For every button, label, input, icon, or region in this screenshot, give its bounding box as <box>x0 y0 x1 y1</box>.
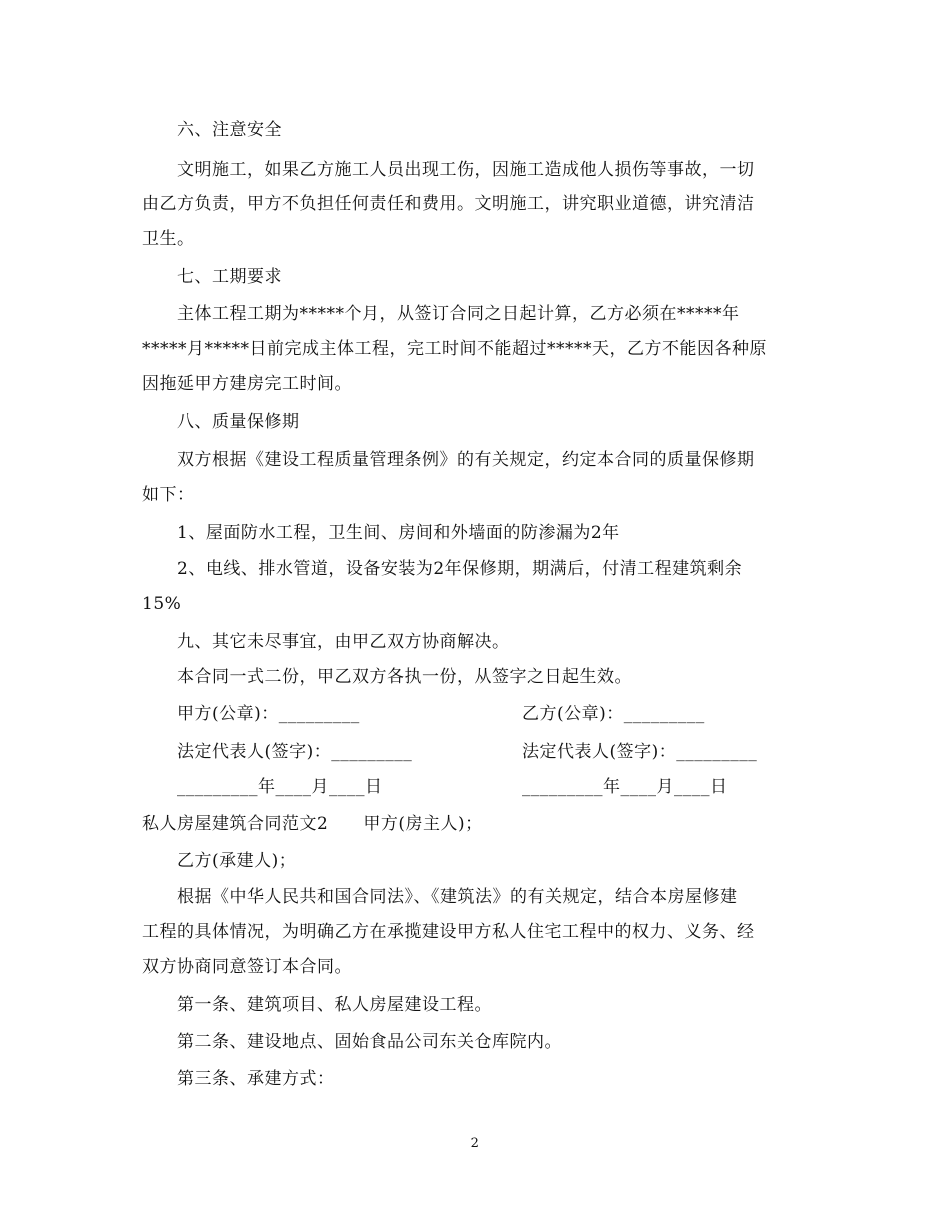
section-heading-other: 九、其它未尽事宜，由甲乙双方协商解决。 <box>177 632 510 652</box>
paragraph-line: 乙方(承建人)； <box>177 851 297 871</box>
party-b-date-line: _________年____月____日 <box>522 777 728 797</box>
paragraph-line: 因拖延甲方建房完工时间。 <box>142 374 352 394</box>
paragraph-line: 根据《中华人民共和国合同法》、《建筑法》的有关规定，结合本房屋修建 <box>177 887 738 907</box>
party-a-date-line: _________年____月____日 <box>177 777 383 797</box>
party-a-seal-line: 甲方(公章)：_________ <box>177 704 360 724</box>
paragraph-line: 文明施工，如果乙方施工人员出现工伤，因施工造成他人损伤等事故，一切 <box>177 160 755 180</box>
party-b-seal-line: 乙方(公章)：_________ <box>522 704 705 724</box>
section-heading-safety: 六、注意安全 <box>177 120 282 140</box>
paragraph-line: 本合同一式二份，甲乙双方各执一份，从签字之日起生效。 <box>177 667 632 687</box>
article-line: 第一条、建筑项目、私人房屋建设工程。 <box>177 995 492 1015</box>
section-heading-schedule: 七、工期要求 <box>177 267 282 287</box>
paragraph-line: 主体工程工期为*****个月，从签订合同之日起计算，乙方必须在*****年 <box>177 304 740 324</box>
party-b-rep-line: 法定代表人(签字)：_________ <box>522 742 758 762</box>
list-item: 2、电线、排水管道，设备安装为2年保修期，期满后，付清工程建筑剩余 <box>177 559 743 579</box>
paragraph-line: 15% <box>142 594 182 614</box>
paragraph-line: 双方协商同意签订本合同。 <box>142 957 352 977</box>
paragraph-line: 双方根据《建设工程质量管理条例》的有关规定，约定本合同的质量保修期 <box>177 450 755 470</box>
paragraph-line: *****月*****日前完成主体工程，完工时间不能超过*****天，乙方不能因各种原 <box>142 339 767 359</box>
list-item: 1、屋面防水工程，卫生间、房间和外墙面的防渗漏为2年 <box>177 523 620 543</box>
party-a-rep-line: 法定代表人(签字)：_________ <box>177 742 413 762</box>
paragraph-line: 如下： <box>142 485 195 505</box>
section-heading-warranty: 八、质量保修期 <box>177 412 300 432</box>
contract-title-line: 私人房屋建筑合同范文2 甲方(房主人)； <box>142 814 483 834</box>
paragraph-line: 工程的具体情况，为明确乙方在承揽建设甲方私人住宅工程中的权力、义务、经 <box>142 922 755 942</box>
article-line: 第三条、承建方式： <box>177 1069 335 1089</box>
paragraph-line: 卫生。 <box>142 229 195 249</box>
page-number: 2 <box>470 1136 480 1151</box>
article-line: 第二条、建设地点、固始食品公司东关仓库院内。 <box>177 1032 562 1052</box>
paragraph-line: 由乙方负责，甲方不负担任何责任和费用。文明施工，讲究职业道德，讲究清洁 <box>142 194 755 214</box>
